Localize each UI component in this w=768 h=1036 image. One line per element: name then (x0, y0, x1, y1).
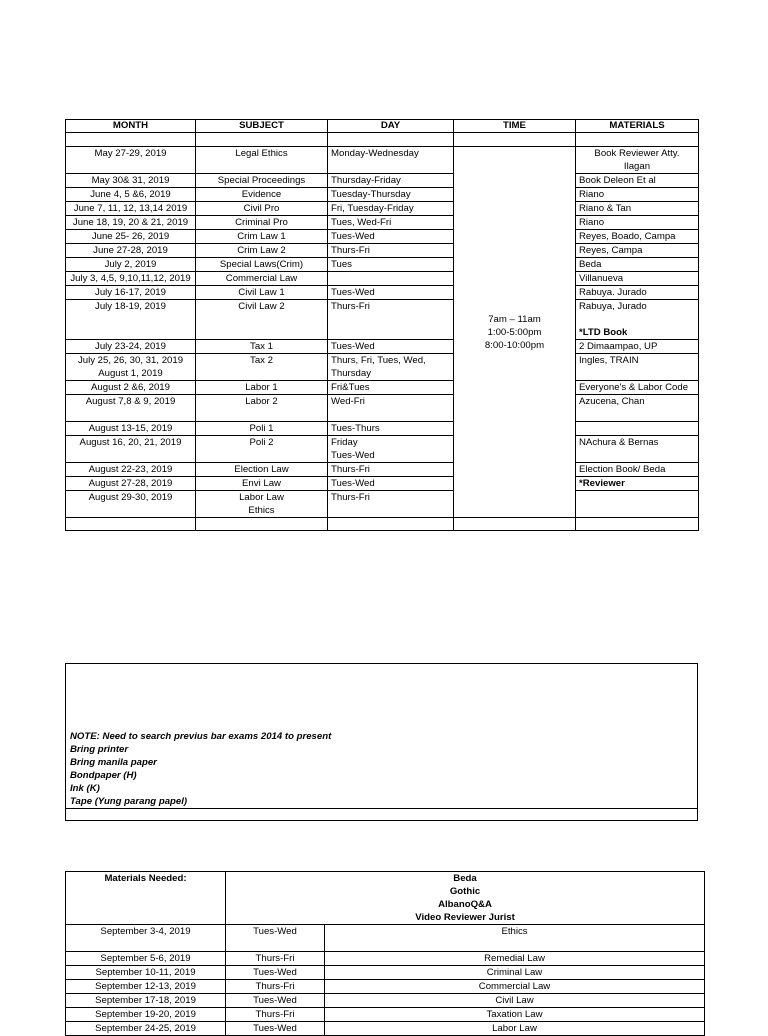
materials-row (66, 952, 705, 966)
subject-cell (196, 422, 328, 436)
month-cell-line: August 7,8 & 9, 2019 (85, 396, 176, 407)
notes-box (65, 663, 698, 821)
day-cell: Thurs-Fri (226, 1008, 325, 1022)
schedule-row (66, 491, 699, 518)
day-cell-line: Fri, Tuesday-Friday (331, 203, 414, 214)
subject-cell: Labor Law (325, 1022, 705, 1036)
materials-cell (576, 477, 699, 491)
subject-cell-line: Labor 2 (245, 396, 278, 407)
materials-row (66, 925, 705, 952)
subject-cell (196, 258, 328, 272)
materials-row (66, 980, 705, 994)
note-line: Ink (K) (70, 783, 100, 794)
day-cell-line: Friday (331, 437, 358, 448)
month-cell (66, 354, 196, 381)
schedule-row (66, 300, 699, 340)
month-cell (66, 477, 196, 491)
notes-list (70, 730, 331, 808)
schedule-row (66, 395, 699, 422)
materials-cell-line: Ingles, TRAIN (579, 355, 639, 366)
time-cell (454, 147, 576, 518)
month-cell-line: August 27-28, 2019 (88, 478, 173, 489)
day-cell-line (331, 272, 450, 285)
materials-cell-line: Riano (579, 189, 605, 200)
subject-cell: Commercial Law (325, 980, 705, 994)
materials-cell-line: Reyes, Campa (579, 245, 643, 256)
materials-cell (576, 354, 699, 381)
month-cell (66, 491, 196, 518)
month-cell (66, 258, 196, 272)
materials-cell-line: Rabuya, Jurado (579, 301, 647, 312)
materials-cell-line: Election Book/ Beda (579, 464, 666, 475)
date-cell: September 3-4, 2019 (66, 925, 226, 952)
month-cell (66, 202, 196, 216)
subject-cell (196, 216, 328, 230)
materials-cell (576, 202, 699, 216)
schedule-row (66, 422, 699, 436)
day-cell (328, 188, 454, 202)
month-cell (66, 436, 196, 463)
month-cell (66, 216, 196, 230)
subject-cell-line: Poli 1 (249, 423, 274, 434)
subject-cell (196, 340, 328, 354)
note-line: Tape (Yung parang papel) (70, 796, 188, 807)
schedule-row (66, 230, 699, 244)
subject-cell-line: Tax 1 (250, 341, 273, 352)
materials-cell-line: NAchura & Bernas (579, 437, 659, 448)
header-day: DAY (328, 120, 454, 133)
materials-item: AlbanoQ&A (438, 899, 492, 910)
day-cell (328, 491, 454, 518)
materials-cell (576, 272, 699, 286)
subject-cell-line: Commercial Law (225, 273, 298, 284)
subject-cell-line: Labor Law (239, 492, 284, 503)
materials-needed-label: Materials Needed: (66, 872, 226, 925)
day-cell (328, 174, 454, 188)
month-cell (66, 300, 196, 340)
subject-cell-line: Crim Law 1 (237, 231, 286, 242)
schedule-row (66, 272, 699, 286)
header-month: MONTH (66, 120, 196, 133)
date-cell: September 12-13, 2019 (66, 980, 226, 994)
note-line: Bring printer (70, 744, 129, 755)
note-line: NOTE: Need to search previus bar exams 2014 to present (70, 731, 332, 742)
date-cell: September 5-6, 2019 (66, 952, 226, 966)
month-cell-line: July 25, 26, 30, 31, 2019 (77, 355, 184, 366)
day-cell: Thurs-Fri (226, 952, 325, 966)
day-cell-line: Thurs-Fri (331, 301, 370, 312)
day-cell-line: Tues (331, 259, 352, 270)
schedule-row (66, 477, 699, 491)
month-cell-line: August 29-30, 2019 (88, 492, 173, 503)
time-line: 7am – 11am (488, 313, 541, 325)
day-cell-line: Fri&Tues (331, 382, 370, 393)
month-cell-line: June 25- 26, 2019 (91, 231, 170, 242)
materials-cell-line: Riano & Tan (579, 203, 632, 214)
materials-needed-list (226, 872, 705, 925)
schedule-row (66, 463, 699, 477)
day-cell-line: Thursday-Friday (331, 175, 401, 186)
materials-cell-line: Everyone's & Labor Code (579, 382, 689, 393)
subject-cell: Remedial Law (325, 952, 705, 966)
day-cell: Tues-Wed (226, 1022, 325, 1036)
schedule-row (66, 340, 699, 354)
day-cell-line: Tues-Wed (331, 231, 375, 242)
month-cell-line: August 13-15, 2019 (88, 423, 173, 434)
subject-cell: Ethics (325, 925, 705, 952)
month-cell (66, 272, 196, 286)
materials-cell-line: Beda (579, 259, 602, 270)
day-cell (328, 258, 454, 272)
day-cell-line: Thursday (331, 368, 371, 379)
materials-row (66, 1008, 705, 1022)
day-cell (328, 463, 454, 477)
month-cell-line: May 27-29, 2019 (94, 148, 167, 159)
subject-cell-line: Election Law (234, 464, 289, 475)
subject-cell (196, 381, 328, 395)
materials-cell (576, 230, 699, 244)
subject-cell-line: Legal Ethics (235, 148, 288, 159)
materials-table (65, 871, 705, 1036)
month-cell (66, 340, 196, 354)
materials-cell (576, 147, 699, 174)
day-cell-line: Tues-Wed (331, 287, 375, 298)
materials-cell-line: Riano (579, 217, 605, 228)
subject-cell-line: Civil Pro (243, 203, 280, 214)
schedule-row (66, 147, 699, 174)
subject-cell (196, 436, 328, 463)
subject-cell (196, 272, 328, 286)
notes-cell (66, 664, 697, 809)
month-cell-line: August 1, 2019 (98, 368, 163, 379)
day-cell (328, 244, 454, 258)
month-cell-line: August 2 &6, 2019 (91, 382, 170, 393)
subject-cell (196, 286, 328, 300)
subject-cell-line: Civil Law 1 (238, 287, 285, 298)
day-cell (328, 340, 454, 354)
materials-cell-line (579, 422, 695, 435)
day-cell-line: Thurs-Fri (331, 245, 370, 256)
day-cell-line: Tuesday-Thursday (331, 189, 411, 200)
schedule-row (66, 436, 699, 463)
date-cell: September 24-25, 2019 (66, 1022, 226, 1036)
subject-cell: Taxation Law (325, 1008, 705, 1022)
materials-cell (576, 286, 699, 300)
subject-cell (196, 147, 328, 174)
day-cell-line: Tues-Wed (331, 478, 375, 489)
day-cell-line: Wed-Fri (331, 396, 365, 407)
materials-item: Gothic (449, 886, 481, 897)
materials-cell (576, 188, 699, 202)
day-cell-line: Tues, Wed-Fri (331, 217, 392, 228)
date-cell: September 17-18, 2019 (66, 994, 226, 1008)
materials-cell (576, 463, 699, 477)
materials-cell-line: Ilagan (623, 161, 651, 172)
schedule-spacer-row (66, 133, 699, 147)
day-cell-line: Thurs-Fri (331, 492, 370, 503)
month-cell (66, 463, 196, 477)
materials-cell (576, 395, 699, 422)
materials-cell-line: Reyes, Boado, Campa (579, 231, 676, 242)
materials-item: Beda (453, 873, 477, 884)
day-cell-line: Thurs-Fri (331, 464, 370, 475)
materials-cell-line (579, 313, 695, 326)
day-cell: Tues-Wed (226, 925, 325, 952)
subject-cell-line: Civil Law 2 (238, 301, 285, 312)
subject-cell: Criminal Law (325, 966, 705, 980)
month-cell-line: July 23-24, 2019 (95, 341, 166, 352)
schedule-row (66, 354, 699, 381)
subject-cell (196, 463, 328, 477)
materials-item: Video Reviewer Jurist (415, 912, 515, 923)
materials-cell-line: Book Deleon Et al (579, 175, 656, 186)
schedule-row (66, 381, 699, 395)
time-line: 1:00-5:00pm (487, 326, 542, 338)
day-cell: Tues-Wed (226, 966, 325, 980)
subject-cell-line: Labor 1 (245, 382, 278, 393)
subject-cell (196, 188, 328, 202)
month-cell (66, 395, 196, 422)
schedule-table (65, 119, 699, 531)
schedule-header-row (66, 120, 699, 133)
materials-cell-line (579, 491, 695, 504)
month-cell-line: August 22-23, 2019 (88, 464, 173, 475)
month-cell-line: June 4, 5 &6, 2019 (90, 189, 171, 200)
day-cell (328, 354, 454, 381)
materials-cell (576, 381, 699, 395)
day-cell (328, 395, 454, 422)
month-cell-line: June 18, 19, 20 & 21, 2019 (72, 217, 189, 228)
subject-cell (196, 174, 328, 188)
month-cell-line: July 18-19, 2019 (95, 301, 166, 312)
day-cell: Thurs-Fri (226, 980, 325, 994)
day-cell (328, 381, 454, 395)
materials-cell (576, 340, 699, 354)
month-cell (66, 244, 196, 258)
materials-cell (576, 258, 699, 272)
day-cell: Tues-Wed (226, 994, 325, 1008)
subject-cell-line: Crim Law 2 (237, 245, 286, 256)
month-cell-line: June 27-28, 2019 (93, 245, 168, 256)
materials-cell (576, 216, 699, 230)
materials-cell (576, 436, 699, 463)
materials-cell (576, 244, 699, 258)
subject-cell (196, 230, 328, 244)
month-cell-line: June 7, 11, 12, 13,14 2019 (73, 203, 188, 214)
subject-cell: Civil Law (325, 994, 705, 1008)
schedule-row (66, 258, 699, 272)
day-cell (328, 286, 454, 300)
month-cell-line: August 16, 20, 21, 2019 (79, 437, 182, 448)
materials-cell (576, 422, 699, 436)
subject-cell (196, 202, 328, 216)
schedule-row (66, 244, 699, 258)
day-cell (328, 300, 454, 340)
month-cell (66, 188, 196, 202)
subject-cell-line: Evidence (241, 189, 282, 200)
time-line: 8:00-10:00pm (484, 339, 545, 351)
month-cell (66, 174, 196, 188)
day-cell (328, 422, 454, 436)
day-cell-line: Tues-Wed (331, 341, 375, 352)
date-cell: September 10-11, 2019 (66, 966, 226, 980)
header-time: TIME (454, 120, 576, 133)
month-cell-line: July 16-17, 2019 (95, 287, 166, 298)
day-cell (328, 147, 454, 174)
note-line: Bring manila paper (70, 757, 157, 768)
subject-cell (196, 244, 328, 258)
month-cell (66, 381, 196, 395)
month-cell-line: July 2, 2019 (104, 259, 157, 270)
day-cell-line: Tues-Thurs (331, 423, 380, 434)
subject-cell-line: Poli 2 (249, 437, 274, 448)
subject-cell-line: Tax 2 (250, 355, 273, 366)
subject-cell-line: Criminal Pro (235, 217, 288, 228)
header-materials: MATERIALS (576, 120, 699, 133)
materials-cell-line: Rabuya. Jurado (579, 287, 647, 298)
materials-cell-line: *LTD Book (579, 327, 628, 338)
month-cell-line: May 30& 31, 2019 (91, 175, 170, 186)
schedule-row (66, 286, 699, 300)
materials-cell (576, 491, 699, 518)
month-cell (66, 230, 196, 244)
materials-cell-line: 2 Dimaampao, UP (579, 341, 658, 352)
schedule-row (66, 174, 699, 188)
header-subject: SUBJECT (196, 120, 328, 133)
materials-cell-line: Villanueva (579, 273, 624, 284)
day-cell (328, 477, 454, 491)
materials-cell-line: Book Reviewer Atty. (594, 148, 680, 159)
subject-cell (196, 477, 328, 491)
day-cell (328, 230, 454, 244)
subject-cell (196, 491, 328, 518)
note-line: Bondpaper (H) (70, 770, 137, 781)
day-cell (328, 436, 454, 463)
day-cell (328, 216, 454, 230)
materials-cell (576, 300, 699, 340)
month-cell (66, 422, 196, 436)
day-cell (328, 272, 454, 286)
subject-cell-line: Special Laws(Crim) (219, 259, 304, 270)
subject-cell-line: Envi Law (242, 478, 281, 489)
subject-cell-line: Ethics (248, 505, 275, 516)
materials-row (66, 966, 705, 980)
schedule-footer-row (66, 518, 699, 531)
subject-cell (196, 354, 328, 381)
schedule-row (66, 216, 699, 230)
materials-cell-line: Azucena, Chan (579, 396, 645, 407)
day-cell-line: Thurs, Fri, Tues, Wed, (331, 355, 426, 366)
schedule-row (66, 202, 699, 216)
materials-row (66, 994, 705, 1008)
materials-cell (576, 174, 699, 188)
materials-cell-line: *Reviewer (579, 478, 625, 489)
month-cell (66, 147, 196, 174)
schedule-row (66, 188, 699, 202)
day-cell (328, 202, 454, 216)
month-cell (66, 286, 196, 300)
month-cell-line: July 3, 4,5, 9,10,11,12, 2019 (70, 273, 191, 284)
materials-needed-row (66, 872, 705, 925)
date-cell: September 19-20, 2019 (66, 1008, 226, 1022)
subject-cell (196, 395, 328, 422)
subject-cell-line: Special Proceedings (217, 175, 306, 186)
day-cell-line: Tues-Wed (331, 450, 375, 461)
subject-cell (196, 300, 328, 340)
day-cell-line: Monday-Wednesday (331, 148, 419, 159)
